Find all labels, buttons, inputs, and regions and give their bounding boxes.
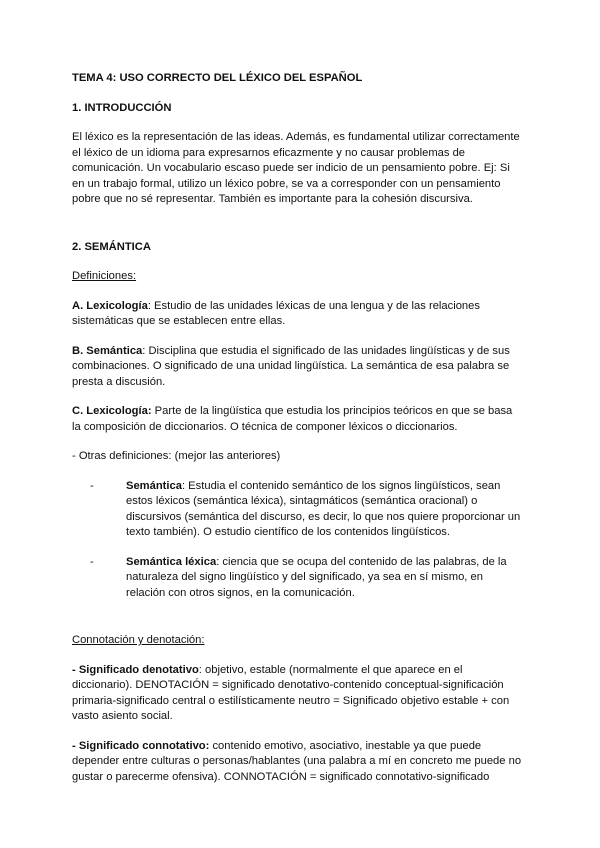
bullet-dash: - <box>90 555 94 568</box>
bullet-semantica-lexica-term: Semántica léxica <box>126 555 217 568</box>
denotative-term: - Significado denotativo <box>72 663 199 676</box>
definition-c-text: Parte de la lingüística que estudia los principios teóricos en que se basa la composición de diccionarios. O técnica de componer léxicos o diccionarios. <box>72 405 513 433</box>
definitions-label: Definiciones: <box>72 270 137 282</box>
connotative-text: contenido emotivo, asociativo, inestable ya que puede depender entre culturas o personas/hablantes (una palabra a mí en concreto me puede no gustar o parecerme ofensiva). CONNOTACIÓN = significado connotativo-significado <box>72 739 522 783</box>
connotative-meaning <box>72 739 522 786</box>
bullet-semantica-term: Semántica <box>126 479 182 492</box>
definition-a <box>72 299 522 330</box>
connotative-term: - Significado connotativo: <box>72 739 210 752</box>
section-heading-introduccion: 1. INTRODUCCIÓN <box>72 101 172 114</box>
denotative-meaning <box>72 663 522 725</box>
definition-c-term: C. Lexicología: <box>72 405 152 417</box>
definition-b <box>72 344 522 391</box>
bullet-semantica-lexica <box>90 555 522 602</box>
other-definitions: - Otras definiciones: (mejor las anteriores) <box>72 450 281 462</box>
denotative-text: : objetivo, estable (normalmente el que aparece en el diccionario). DENOTACIÓN = significado denotativo-contenido conceptual-significación primaria-significado central o estilísticamente neutro = Significado objetivo estable + con vasto asiento social. <box>72 663 510 722</box>
definition-b-text: : Disciplina que estudia el significado de las unidades lingüísticas y de sus combinaciones. O significado de una unidad lingüística. La semántica de esa palabra se presta a discusión. <box>72 344 510 388</box>
definition-a-text: : Estudio de las unidades léxicas de una lengua y de las relaciones sistemáticas que se establecen entre ellas. <box>72 299 480 327</box>
bullet-semantica-text: : Estudia el contenido semántico de los signos lingüísticos, sean estos léxicos (semántica léxica), sintagmáticos (semántica oracional) o discursivos (semántica del discurso, es decir, lo que nos quiere proporcionar un texto también). O estudio científico de los contenidos lingüísticos. <box>126 479 521 538</box>
section-heading-semantica: 2. SEMÁNTICA <box>72 240 151 253</box>
definition-b-term: B. Semántica <box>72 344 143 357</box>
bullet-dash: - <box>90 479 94 492</box>
definition-a-term: A. Lexicología <box>72 299 148 312</box>
intro-paragraph: El léxico es la representación de las ideas. Además, es fundamental utilizar correctamente el léxico de un idioma para expresarnos eficazmente y no causar problemas de comunicación. Un vocabulario escaso puede ser indicio de un pensamiento pobre. Ej: Si en un trabajo formal, utilizo un léxico pobre, se va a corresponder con un pensamiento pobre que no sé representar. También es importante para la cohesión discursiva. <box>72 131 520 205</box>
connotation-label: Connotación y denotación: <box>72 634 205 646</box>
definition-c <box>72 404 522 435</box>
bullet-semantica <box>90 479 522 541</box>
document-title: TEMA 4: USO CORRECTO DEL LÉXICO DEL ESPAÑOL <box>72 72 363 84</box>
bullet-semantica-lexica-text: : ciencia que se ocupa del contenido de las palabras, de la naturaleza del signo lingüístico y del significado, ya sea en sí mismo, en relación con otros signos, en la comunicación. <box>126 555 507 599</box>
